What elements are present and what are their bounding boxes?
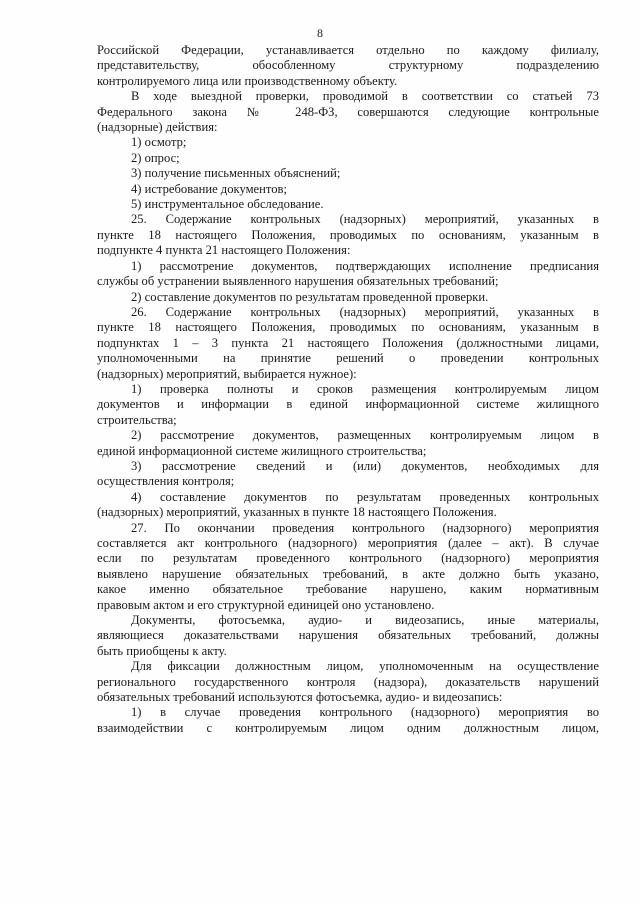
text-line: составляется акт контрольного (надзорного) мероприятия (далее – акт). В случае bbox=[97, 536, 599, 550]
text-line: 2) рассмотрение документов, размещенных контролируемым лицом в bbox=[131, 428, 599, 443]
text-line: обязательных требований используются фотосъемка, аудио- и видеозапись: bbox=[97, 690, 503, 705]
text-line: (надзорных) мероприятий, выбирается нужное): bbox=[97, 366, 357, 381]
text-line: подпункте 4 пункта 21 настоящего Положения: bbox=[97, 243, 351, 258]
text-line: (надзорных) мероприятий, указанных в пункте 18 настоящего Положения. bbox=[97, 505, 497, 520]
text-line: 2) опрос; bbox=[131, 150, 180, 165]
text-line: осуществления контроля; bbox=[97, 474, 235, 489]
text-line: контролируемого лица или производственному объекту. bbox=[97, 73, 398, 88]
text-line: 1) проверка полноты и сроков размещения контролируемым лицом bbox=[131, 381, 599, 396]
text-line: 1) рассмотрение документов, подтверждающих исполнение предписания bbox=[131, 258, 599, 273]
text-line: регионального государственного контроля (надзора), доказательств нарушений bbox=[97, 674, 599, 689]
text-line: службы об устранении выявленного нарушения обязательных требований; bbox=[97, 274, 499, 289]
text-line: 1) в случае проведения контрольного (надзорного) мероприятия во bbox=[131, 705, 599, 720]
text-line: строительства; bbox=[97, 412, 177, 427]
text-line: 5) инструментальное обследование. bbox=[131, 197, 324, 212]
text-line: подпунктах 1 – 3 пункта 21 настоящего Положения (должностными лицами, bbox=[97, 335, 599, 350]
text-line: Документы, фотосъемка, аудио- и видеозапись, иные материалы, bbox=[131, 613, 599, 628]
text-line: документов и информации в единой информационной системе жилищного bbox=[97, 397, 599, 412]
page-number: 8 bbox=[317, 26, 323, 40]
text-line: единой информационной системе жилищного строительства; bbox=[97, 443, 427, 458]
text-line: (надзорные) действия: bbox=[97, 120, 218, 135]
text-line: представительству, обособленному структурному подразделению bbox=[97, 58, 599, 73]
text-line: 26. Содержание контрольных (надзорных) мероприятий, указанных в bbox=[131, 304, 599, 319]
text-line: 3) рассмотрение сведений и (или) документов, необходимых для bbox=[131, 458, 599, 473]
text-line: пункте 18 настоящего Положения, проводимых по основаниям, указанным в bbox=[97, 227, 599, 242]
text-line: если по результатам проведенного контрольного (надзорного) мероприятия bbox=[97, 551, 599, 566]
text-line: являющиеся доказательствами нарушения обязательных требований, должны bbox=[97, 628, 599, 643]
text-line: пункте 18 настоящего Положения, проводимых по основаниям, указанным в bbox=[97, 320, 599, 335]
document-body bbox=[97, 43, 599, 736]
text-line: правовым актом и его структурной единицей оно установлено. bbox=[97, 597, 435, 612]
text-line: 3) получение письменных объяснений; bbox=[131, 166, 341, 181]
text-line: 4) составление документов по результатам проведенных контрольных bbox=[131, 489, 599, 504]
text-line: 27. По окончании проведения контрольного (надзорного) мероприятия bbox=[131, 520, 599, 535]
text-line: уполномоченными на принятие решений о проведении контрольных bbox=[97, 351, 599, 366]
text-line: быть приобщены к акту. bbox=[97, 643, 227, 658]
text-line: какое именно обязательное требование нарушено, каким нормативным bbox=[97, 582, 599, 597]
text-line: выявлено нарушение обязательных требований, в акте должно быть указано, bbox=[97, 566, 599, 581]
text-line: В ходе выездной проверки, проводимой в соответствии со статьей 73 bbox=[131, 89, 599, 104]
text-line: взаимодействии с контролируемым лицом одним должностным лицом, bbox=[97, 720, 599, 735]
text-line: Российской Федерации, устанавливается отдельно по каждому филиалу, bbox=[97, 43, 599, 57]
text-line: 2) составление документов по результатам проведенной проверки. bbox=[131, 289, 489, 304]
text-line: Для фиксации должностным лицом, уполномоченным на осуществление bbox=[131, 659, 599, 674]
text-line: 25. Содержание контрольных (надзорных) мероприятий, указанных в bbox=[131, 212, 599, 227]
text-line: 4) истребование документов; bbox=[131, 181, 287, 196]
text-line: Федерального закона № 248-ФЗ, совершаются следующие контрольные bbox=[97, 104, 599, 119]
text-line: 1) осмотр; bbox=[131, 135, 187, 150]
